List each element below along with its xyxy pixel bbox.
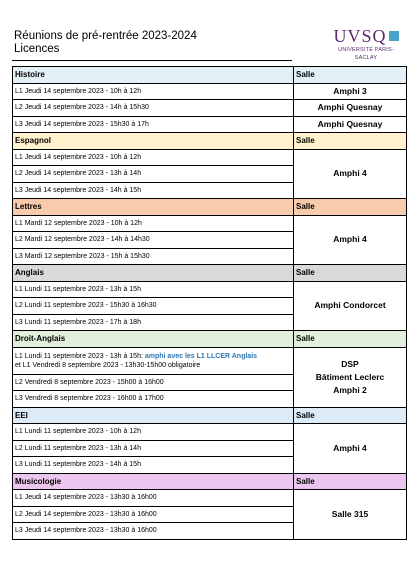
salle-label: Salle [294, 331, 407, 348]
schedule-note: amphi avec les L1 LLCER Anglais [142, 352, 258, 360]
schedule-text: L1 Mardi 12 septembre 2023 - 10h à 12h [13, 215, 294, 232]
room-name: Amphi Quesnay [294, 100, 407, 117]
room-name: Amphi 3 [294, 83, 407, 100]
salle-label: Salle [294, 133, 407, 150]
room-name [294, 347, 407, 407]
table-row [13, 424, 407, 441]
document-page [12, 26, 404, 540]
schedule-text: L2 Jeudi 14 septembre 2023 - 13h30 à 16h00 [13, 506, 294, 523]
schedule-text: L3 Lundi 11 septembre 2023 - 17h à 18h [13, 314, 294, 331]
section-name: Lettres [13, 199, 294, 216]
schedule-text: L3 Vendredi 8 septembre 2023 - 16h00 à 17h00 [13, 391, 294, 408]
schedule-text: L2 Lundi 11 septembre 2023 - 13h à 14h [13, 440, 294, 457]
document-subtitle: Licences [14, 43, 60, 55]
uvsq-logo [330, 26, 402, 61]
table-row [13, 149, 407, 166]
salle-label: Salle [294, 407, 407, 424]
schedule-text: L1 Jeudi 14 septembre 2023 - 13h30 à 16h00 [13, 490, 294, 507]
room-line: DSP [341, 358, 359, 369]
schedule-text: L2 Jeudi 14 septembre 2023 - 13h à 14h [13, 166, 294, 183]
table-row [13, 347, 407, 374]
room-name: Salle 315 [294, 490, 407, 540]
schedule-text: L2 Vendredi 8 septembre 2023 - 15h00 à 16h00 [13, 374, 294, 391]
salle-label: Salle [294, 473, 407, 490]
logo-mark-icon [389, 31, 399, 41]
title-underline [12, 60, 292, 61]
section-name: Histoire [13, 67, 294, 84]
section-name: EEI [13, 407, 294, 424]
schedule-text: L3 Mardi 12 septembre 2023 - 15h à 15h30 [13, 248, 294, 265]
schedule-text: L3 Jeudi 14 septembre 2023 - 14h à 15h [13, 182, 294, 199]
section-header-histoire [13, 67, 407, 84]
section-header-eei [13, 407, 407, 424]
section-header-espagnol [13, 133, 407, 150]
schedule-text: L2 Lundi 11 septembre 2023 - 15h30 à 16h30 [13, 298, 294, 315]
room-line: Bâtiment Leclerc [315, 371, 385, 382]
section-header-anglais [13, 265, 407, 282]
section-header-droit-anglais [13, 331, 407, 348]
schedule-text: L1 Jeudi 14 septembre 2023 - 10h à 12h [13, 149, 294, 166]
salle-label: Salle [294, 67, 407, 84]
section-name: Espagnol [13, 133, 294, 150]
room-name: Amphi Condorcet [294, 281, 407, 331]
schedule-text-l1 [13, 347, 294, 374]
table-row [13, 490, 407, 507]
schedule-text-second: et L1 Vendredi 8 septembre 2023 - 13h30-15h00 obligatoire [15, 361, 201, 369]
table-row [13, 116, 407, 133]
schedule-text: L1 Jeudi 14 septembre 2023 - 10h à 12h [13, 83, 294, 100]
table-row [13, 281, 407, 298]
schedule-text: L1 Lundi 11 septembre 2023 - 13h à 15h [13, 281, 294, 298]
document-title: Réunions de pré-rentrée 2023-2024 [14, 30, 197, 42]
room-line: Amphi 2 [333, 384, 367, 395]
schedule-table [12, 66, 407, 540]
schedule-text: L1 Lundi 11 septembre 2023 - 10h à 12h [13, 424, 294, 441]
schedule-text: L3 Jeudi 14 septembre 2023 - 15h30 à 17h [13, 116, 294, 133]
section-name: Droit-Anglais [13, 331, 294, 348]
schedule-text: L3 Lundi 11 septembre 2023 - 14h à 15h [13, 457, 294, 474]
room-name: Amphi 4 [294, 215, 407, 265]
logo-subtext: UNIVERSITÉ PARIS-SACLAY [338, 47, 394, 61]
salle-label: Salle [294, 265, 407, 282]
schedule-text: L3 Jeudi 14 septembre 2023 - 13h30 à 16h00 [13, 523, 294, 540]
table-row [13, 100, 407, 117]
room-name: Amphi Quesnay [294, 116, 407, 133]
schedule-text: L2 Mardi 12 septembre 2023 - 14h à 14h30 [13, 232, 294, 249]
table-row [13, 215, 407, 232]
section-name: Musicologie [13, 473, 294, 490]
section-header-musicologie [13, 473, 407, 490]
logo-text: UVSQ [333, 26, 387, 46]
section-name: Anglais [13, 265, 294, 282]
schedule-text: L2 Jeudi 14 septembre 2023 - 14h à 15h30 [13, 100, 294, 117]
table-row [13, 83, 407, 100]
salle-label: Salle [294, 199, 407, 216]
schedule-text: L1 Lundi 11 septembre 2023 - 13h à 15h: [15, 352, 143, 360]
title-block [12, 26, 404, 66]
room-name: Amphi 4 [294, 149, 407, 199]
section-header-lettres [13, 199, 407, 216]
room-name: Amphi 4 [294, 424, 407, 474]
